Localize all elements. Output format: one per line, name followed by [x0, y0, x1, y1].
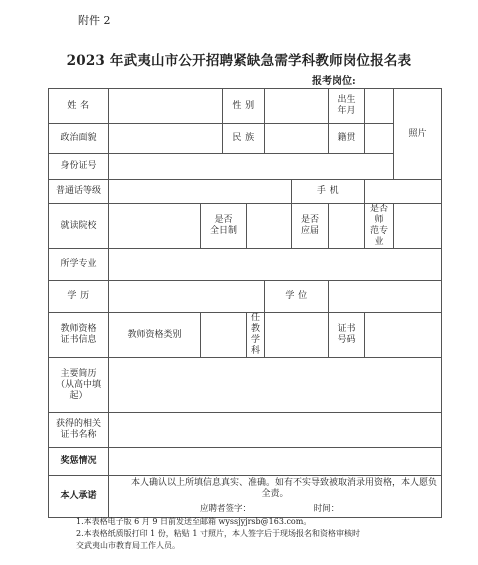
native-place-field[interactable]: [365, 124, 394, 154]
major-field[interactable]: [109, 249, 442, 281]
cert-info-label: 教师资格 证书信息: [49, 313, 109, 358]
other-certs-label: 获得的相关 证书名称: [49, 413, 109, 448]
id-number-label: 身份证号: [49, 154, 109, 180]
normal-major-label: 是否师 范专业: [365, 204, 394, 249]
name-label: 姓 名: [49, 89, 109, 124]
mandarin-field[interactable]: [109, 180, 292, 204]
cert-no-field[interactable]: [365, 313, 442, 358]
normal-major-field[interactable]: [394, 204, 442, 249]
birth-field[interactable]: [365, 89, 394, 124]
major-label: 所学专业: [49, 249, 109, 281]
school-label: 就读院校: [49, 204, 109, 249]
other-certs-field[interactable]: [109, 413, 442, 448]
commitment-text: 本人确认以上所填信息真实、准确。如有不实导致被取消录用资格，本人愿负全责。: [130, 478, 437, 499]
fresh-grad-label: 是否 应届: [292, 204, 329, 249]
photo-box: 照片: [394, 89, 442, 180]
education-field[interactable]: [109, 281, 265, 313]
commitment-label: 本人承诺: [49, 476, 109, 518]
cert-type-label: 教师资格类别: [109, 313, 201, 358]
notes: [76, 516, 436, 552]
resume-label: 主要简历 （从高中填 起）: [49, 358, 109, 413]
commitment-box: [109, 476, 442, 518]
fresh-grad-field[interactable]: [329, 204, 365, 249]
cert-type-field[interactable]: [201, 313, 247, 358]
degree-label: 学 位: [265, 281, 329, 313]
name-field[interactable]: [109, 89, 223, 124]
ethnicity-label: 民 族: [223, 124, 265, 154]
awards-label: 奖惩情况: [49, 448, 109, 476]
politics-label: 政治面貌: [49, 124, 109, 154]
subject-field[interactable]: [265, 313, 329, 358]
note-line: 2.本表格纸质版打印 1 份，粘贴 1 寸照片，本人签字后于现场报名和资格审核时: [76, 529, 360, 538]
time-label: 时间：: [313, 504, 340, 514]
gender-field[interactable]: [265, 89, 329, 124]
ethnicity-field[interactable]: [265, 124, 329, 154]
awards-field[interactable]: [109, 448, 442, 476]
mandarin-label: 普通话等级: [49, 180, 109, 204]
signature-label: 应聘者签字：: [200, 504, 252, 514]
phone-field[interactable]: [365, 180, 442, 204]
degree-field[interactable]: [329, 281, 442, 313]
cert-no-label: 证书 号码: [329, 313, 365, 358]
gender-label: 性 别: [223, 89, 265, 124]
full-time-label: 是否 全日制: [201, 204, 247, 249]
registration-form: [48, 88, 442, 518]
note-line: 1.本表格电子版 6 月 9 日前发送至邮箱 wyssjyjrsb@163.com。: [76, 517, 312, 526]
politics-field[interactable]: [109, 124, 223, 154]
subject-label: 任教 学科: [247, 313, 265, 358]
form-title: 2023 年武夷山市公开招聘紧缺急需学科教师岗位报名表: [66, 53, 412, 69]
native-place-label: 籍贯: [329, 124, 365, 154]
full-time-field[interactable]: [247, 204, 292, 249]
birth-label: 出生 年月: [329, 89, 365, 124]
school-field[interactable]: [109, 204, 201, 249]
phone-label: 手 机: [292, 180, 365, 204]
education-label: 学 历: [49, 281, 109, 313]
resume-field[interactable]: [109, 358, 442, 413]
signature-line: [110, 504, 440, 515]
id-number-field[interactable]: [109, 154, 394, 180]
note-line: 交武夷山市教育局工作人员。: [76, 541, 180, 550]
attachment-label: 附件 2: [78, 14, 111, 27]
post-label: 报考岗位:: [312, 76, 356, 87]
